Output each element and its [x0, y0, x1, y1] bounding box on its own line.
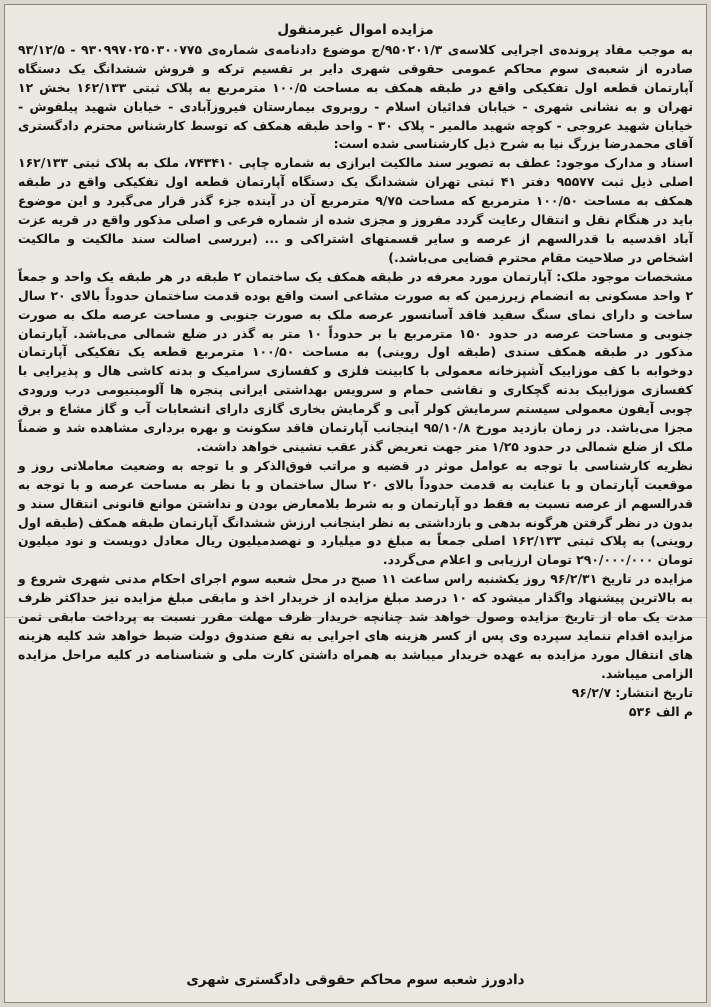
notice-code: م الف ۵۳۶: [628, 703, 693, 719]
newspaper-notice: [4, 4, 707, 1003]
notice-paragraph-expert-opinion: نظریه کارشناسی با توجه به عوامل موثر در قضیه و مراتب فوق‌الذکر و با توجه به وضعیت معاملاتی روز و موقعیت آپارتمان و با عنایت به قدمت حدوداً بالای ۲۰ سال ساختمان و با نظر به مساحت عرصه و با توجه به قدرالسهم از عرصه نسبت به فقط دو آپارتمان و به شرط بلامعارض بودن و نداشتن موانع قانونی انتقال سند و بدون در نظر گرفتن هرگونه بدهی و بازداشتی به نظر اینجانب ارزش ششدانگ آپارتمان طبقه همکف (طبقه اول روینی) به پلاک ثبتی ۱۶۲/۱۳۳ اصلی جمعاً به مبلغ دو میلیارد و نهصدمیلیون ریال معادل دویست و نود میلیون تومان ۲۹۰/۰۰۰/۰۰۰ تومان ارزیابی و اعلام می‌گردد.: [18, 457, 694, 568]
notice-body: [5, 5, 706, 722]
notice-title: مزایده اموال غیرمنقول: [277, 22, 434, 38]
signature-line: دادورز شعبه سوم محاکم حقوقی دادگستری شهری: [186, 972, 525, 988]
notice-paragraph-property-specs: مشخصات موجود ملک: آپارتمان مورد معرفه در طبقه همکف یک ساختمان ۲ طبقه در هر طبقه یک واحد و جمعاً ۲ واحد مسکونی به انضمام زیرزمین که به صورت مشاعی است واقع بوده قدمت ساختمان حدوداً بالای ۲۰ سال ساخت و دارای نمای سنگ سفید فاقد آسانسور عرصه ملک به صورت جنوبی و مساحت عرصه ملک به صورت جنوبی و مساحت عرصه در حدود ۱۵۰ مترمربع با بر حدوداً ۱۰ متر به گذر در ضلع شمالی می‌باشد. آپارتمان مذکور در طبقه همکف سندی (طبقه اول روینی) به مساحت ۱۰۰/۵۰ مترمربع قطعه یک تفکیکی آپارتمان دوخوابه با کف موزاییک آشپزخانه معمولی با کابینت فلزی و کفسازی سرامیک و بدنه کاشی هال و پذیرایی با کفسازی موزاییک بدنه گچکاری و نقاشی حمام و سرویس بهداشتی ایرانی پنجره ها آلومینیومی درب ورودی چوبی آیفون معمولی سیستم سرمایش کولر آبی و گرمایش بخاری گازی دارای انشعابات آب و گاز مشاع و برق مجزا می‌باشد. در زمان بازدید مورخ ۹۵/۱۰/۸ اینجانب آپارتمان فاقد سکونت و بهره برداری مشاهده شد و ضمناً ملک از ضلع شمالی در حدود ۱/۲۵ متر جهت تعریض گذر عقب نشینی خواهد داشت.: [18, 268, 694, 454]
publish-date: تاریخ انتشار: ۹۶/۲/۷: [571, 684, 693, 700]
paper-fold-line: [5, 617, 706, 618]
notice-paragraph-intro: به موجب مفاد پرونده‌ی اجرایی کلاسه‌ی ۹۵۰۲۰۱/۳/ج موضوع دادنامه‌ی شماره‌ی ۹۳۰۹۹۷۰۲۵۰۳۰۰۷۷۵ - ۹۳/۱۲/۵ صادره از شعبه‌ی سوم محاکم عمومی حقوقی شهری دایر بر تقسیم ترکه و فروش ششدانگ یک دستگاه آپارتمان قطعه اول تفکیکی واقع در طبقه همکف به مساحت ۱۰۰/۵ مترمربع به پلاک ثبتی ۱۶۲/۱۳۳ بخش ۱۲ تهران و به نشانی شهری - خیابان فدائیان اسلام - روبروی بیمارستان فیروزآبادی - خیابان شهید پیلفوش - خیابان شهید عروجی - کوچه شهید مالمیر - پلاک ۳۰ - واحد طبقه همکف که توسط کارشناس محترم دادگستری آقای محمدرضا بزرگ نیا به شرح ذیل کارشناسی شده است:: [18, 41, 693, 152]
notice-paragraph-documents: اسناد و مدارک موجود: عطف به تصویر سند مالکیت ابرازی به شماره چاپی ۷۴۳۴۱۰، ملک به پلاک ثبتی ۱۶۲/۱۳۳ اصلی ذیل ثبت ۹۵۵۷۷ دفتر ۴۱ ثبتی تهران ششدانگ یک دستگاه آپارتمان قطعه اول تفکیکی واقع در طبقه همکف به مساحت ۱۰۰/۵۰ مترمربع که مساحت ۹/۷۵ مترمربع آن در آینده جزء گذر قرار می‌گیرد و این موضوع باید در هنگام نقل و انتقال رعایت گردد مفروز و مجزی شده از شماره فرعی و اصلی مذکور واقع در قریه عزت آباد اقدسیه با قدرالسهم از عرصه و سایر قسمتهای اشتراکی و ... (بررسی اصالت سند مالکیت و مالکیت اشخاص در صلاحیت مقام محترم قضایی می‌باشد.): [18, 155, 694, 265]
notice-paragraph-auction-terms: مزایده در تاریخ ۹۶/۲/۳۱ روز یکشنبه راس ساعت ۱۱ صبح در محل شعبه سوم اجرای احکام مدنی شهری شروع و به بالاترین پیشنهاد واگذار میشود که ۱۰ درصد مبلغ مزایده از خریدار اخذ و مابقی مبلغ مزایده نیز حداکثر ظرف مدت یک ماه از تاریخ مزایده وصول خواهد شد چنانچه خریدار ظرف مهلت مقرر نسبت به پرداخت مابقی ثمن مزایده اقدام ننماید سپرده وی پس از کسر هزینه های اجرایی به نفع صندوق دولت ضبط خواهد شد کلیه هزینه های انتقال مورد مزایده به عهده خریدار میباشد به همراه داشتن کارت ملی و شناسنامه در کلیه مراحل مزایده الزامی میباشد.: [18, 571, 693, 681]
